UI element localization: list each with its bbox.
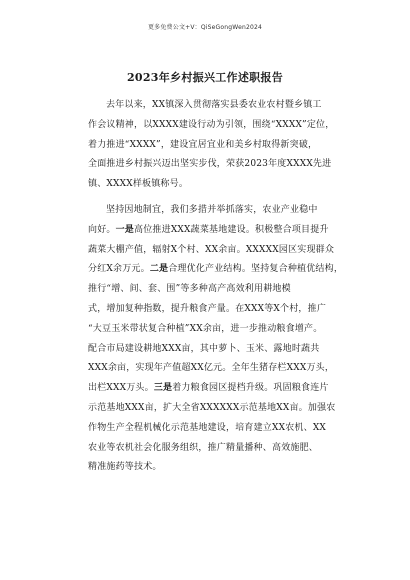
- paragraph-line: 作物生产全程机械化示范基地建设，培育建立XX农机、XX: [88, 422, 327, 433]
- paragraph-text: 出栏XXX万头。: [88, 383, 154, 394]
- paragraph-line: XXX余亩，实现年产值超XX亿元。全年生猪存栏XXX万头，: [88, 363, 335, 374]
- header-note: 更多免费公文+V：QiSeGongWen2024: [147, 24, 263, 31]
- paragraph-line: 蔬菜大棚产值，辐射X个村、XX余亩。XXXXX园区实现群众: [88, 244, 335, 255]
- paragraph-line: 去年以来，XX镇深入贯彻落实县委农业农村暨乡镇工: [106, 100, 322, 110]
- paragraph-line: 坚持因地制宜，我们多措并举抓落实，农业产业稳中: [106, 204, 318, 215]
- paragraph-line: [88, 221, 328, 241]
- paragraph-text: 合理优化产业结构。坚持复合种植优结构，: [168, 264, 344, 275]
- emphasis-second: 二是: [149, 264, 169, 275]
- paragraph-line: 式，增加复种指数，提升粮食产量。在XXX等X个村，推广: [88, 303, 327, 314]
- document-title: 2023年乡村振兴工作述职报告: [126, 71, 284, 84]
- emphasis-third: 三是: [153, 383, 173, 394]
- paragraph-line: [88, 260, 344, 280]
- paragraph-text: 分红X余万元。: [88, 264, 150, 275]
- paragraph-line: 推行“增、间、套、围”等多种高产高效利用耕地模: [88, 284, 291, 295]
- paragraph-line: [88, 379, 328, 399]
- paragraph-text: 向好。: [88, 224, 116, 235]
- paragraph-line: 农业等农机社会化服务组织，推广精量播种、高效施肥、: [88, 442, 319, 453]
- paragraph-text: 着力粮食园区提档升级。巩固粮食连片: [172, 383, 329, 394]
- document-body: [88, 96, 344, 478]
- paragraph-line: 示范基地XXX亩，扩大全省XXXXXX示范基地XX亩。加强农: [88, 402, 336, 413]
- paragraph-line: 精准施药等技术。: [88, 462, 162, 473]
- paragraph-text: 高位推进XXX蔬菜基地建设。积极整合项目提升: [134, 224, 329, 235]
- paragraph-line: “大豆玉米带状复合种植”XX余亩，进一步推动粮食增产。: [88, 323, 323, 334]
- paragraph-line: 配合市局建设耕地XXX亩，其中萝卜、玉米、露地时蔬共: [88, 343, 320, 354]
- emphasis-first: 一是: [115, 224, 135, 235]
- paragraph-line: 着力推进“XXXX”，建设宜居宜业和美乡村取得新突破，: [88, 139, 318, 150]
- paragraph-line: 全面推进乡村振兴迈出坚实步伐，荣获2023年度XXXX先进: [88, 159, 332, 170]
- paragraph-line: 作会议精神，以XXXX建设行动为引领，围绕“XXXX”定位，: [88, 119, 335, 130]
- paragraph-line: 镇、XXXX样板镇称号。: [88, 179, 189, 190]
